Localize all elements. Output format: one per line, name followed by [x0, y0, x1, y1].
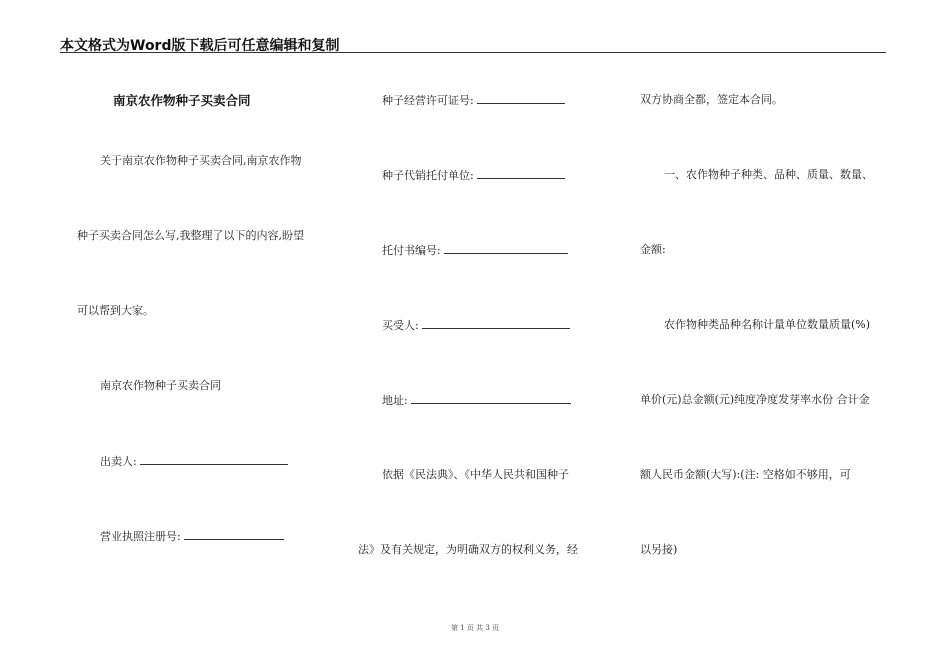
- entrust-no-blank: [444, 243, 568, 254]
- header-text: 本文格式为Word版下载后可任意编辑和复制: [60, 38, 340, 54]
- seed-license-label: 种子经营许可证号:: [382, 94, 474, 107]
- seller-blank: [140, 454, 288, 465]
- license-field: [100, 529, 284, 544]
- agent-label: 种子代销托付单位:: [382, 169, 474, 182]
- document-title: 南京农作物种子买卖合同: [113, 93, 251, 108]
- agent-blank: [477, 168, 565, 179]
- buyer-blank: [422, 318, 570, 329]
- contract-subtitle: 南京农作物种子买卖合同: [100, 379, 221, 392]
- note-line: 以另接): [640, 543, 678, 556]
- document-header: [60, 34, 886, 53]
- seed-license-blank: [477, 93, 565, 104]
- basis-line-2: 法》及有关规定，为明确双方的权利义务，经: [358, 543, 578, 556]
- intro-line-3: 可以帮到大家。: [77, 304, 154, 317]
- page-footer: 第 1 页 共 3 页: [450, 624, 500, 632]
- buyer-label: 买受人:: [382, 319, 419, 332]
- seed-license-field: [382, 93, 565, 108]
- buyer-field: [382, 318, 570, 333]
- amount-line: 金额:: [640, 243, 666, 256]
- license-blank: [184, 529, 284, 540]
- entrust-no-label: 托付书编号:: [382, 244, 441, 257]
- address-label: 地址:: [382, 394, 408, 407]
- seller-field: [100, 454, 288, 469]
- entrust-no-field: [382, 243, 568, 258]
- table-header-line-1: 农作物种类品种名称计量单位数量质量(%): [664, 318, 871, 331]
- section-1-heading: 一、农作物种子种类、品种、质量、数量、: [664, 168, 873, 181]
- address-field: [382, 393, 571, 408]
- table-header-line-2: 单价(元)总金额(元)纯度净度发芽率水份 合计金: [640, 393, 870, 406]
- seller-label: 出卖人:: [100, 455, 137, 468]
- intro-line-2: 种子买卖合同怎么写,我整理了以下的内容,盼望: [77, 229, 304, 242]
- agreement-line: 双方协商全都，签定本合同。: [640, 93, 783, 106]
- agent-field: [382, 168, 565, 183]
- address-blank: [411, 393, 571, 404]
- intro-line-1: 关于南京农作物种子买卖合同,南京农作物: [100, 154, 302, 167]
- license-label: 营业执照注册号:: [100, 530, 181, 543]
- basis-line-1: 依据《民法典》、《中华人民共和国种子: [382, 468, 569, 481]
- total-amount-line: 额人民币金额(大写):(注: 空格如不够用，可: [640, 468, 851, 481]
